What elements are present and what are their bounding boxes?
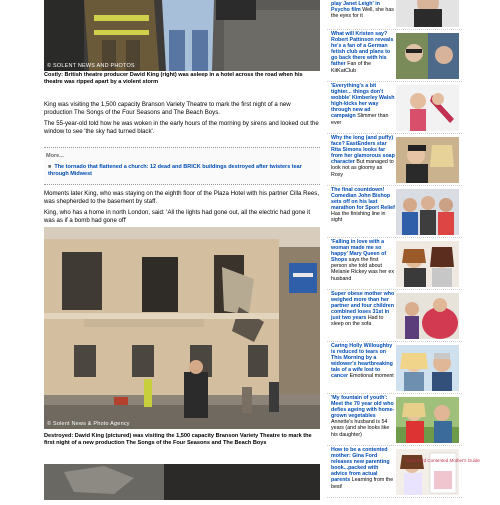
- sidebar-subtext: Well, she has the eyes for it: [331, 7, 394, 20]
- sidebar-headline[interactable]: 'My fountain of youth': Meet the 70 year old who defies ageing with home-grown vegetables: [331, 395, 395, 420]
- firefighters-photo: [44, 0, 320, 71]
- article-paragraph: King was visiting the 1,500 capacity Branson Variety Theatre to mark the first night of a new production The Songs of the Four Seasons and The Beach Boys.: [44, 101, 291, 116]
- book-cover-title: Gina Ford Contented Mother's Guide: [406, 458, 480, 463]
- sidebar-thumbnail[interactable]: [396, 137, 459, 183]
- sidebar-thumbnail[interactable]: [396, 449, 480, 495]
- sidebar-thumbnail[interactable]: [396, 0, 459, 27]
- rubble-photo: [44, 464, 320, 500]
- sidebar-headline[interactable]: Super obese mother who weighed more than her partner and four children combined loses 31st in just two years: [331, 291, 395, 322]
- sidebar-headline[interactable]: What will Kristen say? Robert Pattinson reveals he's a fan of a German fetish club and plans to go back there with his father: [331, 31, 394, 68]
- related-article-link[interactable]: [48, 164, 310, 178]
- sidebar-headline[interactable]: How to be a contented mother: Gina Ford releases new parenting book...packed with advice from actual parents: [331, 447, 390, 484]
- related-articles-box: [44, 147, 320, 185]
- sidebar-item[interactable]: [327, 394, 462, 446]
- sidebar-thumbnail[interactable]: [396, 241, 459, 287]
- sidebar-subtext: Had to sleep on the sofa: [331, 315, 384, 328]
- sidebar-item[interactable]: [327, 186, 462, 238]
- photo-credit: © Solent News & Photo Agency: [47, 421, 130, 427]
- sidebar-subtext: Slimmer than ever: [331, 113, 389, 126]
- sidebar-headline[interactable]: The final countdown! Comedian John Bishop sets off on his last marathon for Sport Relief: [331, 187, 395, 212]
- sidebar-headline[interactable]: Caring Holly Willoughby is reduced to tears on This Morning by a widower's heartbreaking tale of a wife lost to cancer: [331, 343, 393, 380]
- photo-credit: © SOLENT NEWS AND PHOTOS: [47, 63, 135, 69]
- related-link-text: The tornado that flattened a church: 12 dead and BRICK buildings destroyed after twisters tear through Midwest: [48, 164, 302, 177]
- sidebar-item[interactable]: [327, 238, 462, 290]
- sidebar-item[interactable]: [327, 82, 462, 134]
- article-photo-next: [44, 464, 320, 500]
- sidebar-subtext: says the first person she told about Melanie Rickey was her ex husband: [331, 257, 394, 282]
- sidebar-item[interactable]: [327, 342, 462, 394]
- sidebar-subtext: Annette's husband is 54 years (and she looks like his daughter): [331, 419, 390, 438]
- sidebar-subtext: But managed to look not as gloomy as Roxy: [331, 159, 394, 178]
- sidebar-thumbnail[interactable]: [396, 345, 459, 391]
- sidebar-subtext: Has the finishing line in sight: [331, 211, 386, 224]
- article-paragraph: King, who has a home in north London, said: 'All the lights had gone out, all the electric had gone it was as if a bomb had gone off': [44, 209, 311, 224]
- article-photo-main: [44, 227, 320, 429]
- sidebar-thumbnail[interactable]: [396, 397, 459, 443]
- damaged-theatre-photo: [44, 227, 320, 429]
- photo-caption: Costly: British theatre producer David King (right) was asleep in a hotel across the road when his theatre was ripped apart by a violent storm: [44, 72, 303, 85]
- sidebar-headline[interactable]: Why the long (and puffy) face? EastEnders star Rita Simons looks far from her glamorous soap character: [331, 135, 395, 166]
- sidebar-headline[interactable]: play Janet Leigh' in Psycho film: [331, 1, 380, 14]
- sidebar-thumbnail[interactable]: [396, 189, 459, 235]
- sidebar-headline[interactable]: 'Everything's a bit tighter... things don't wobble' Kimberley Walsh high-kicks her way through new ad campaign: [331, 83, 395, 120]
- sidebar-subtext: Emotional moment: [349, 373, 394, 380]
- sidebar-item[interactable]: [327, 446, 480, 498]
- sidebar-subtext: Learning from the best!: [331, 477, 394, 490]
- sidebar-thumbnail[interactable]: [396, 293, 459, 339]
- article-paragraph: Moments later King, who was staying on the eighth floor of the Plaza Hotel with his partner Cilla Rees, was shepherded to the basement by staff.: [44, 190, 320, 205]
- sidebar-item[interactable]: [327, 134, 462, 186]
- sidebar-item[interactable]: [327, 30, 462, 82]
- bullet-icon: ■: [48, 164, 52, 170]
- sidebar-item[interactable]: [327, 0, 462, 30]
- sidebar-item[interactable]: [327, 290, 462, 342]
- article-paragraph: The 55-year-old told how he was woken in the early hours of the morning by sirens and looked out the window to see 'the sky had turned black'.: [44, 120, 319, 135]
- article-photo-top: [44, 0, 320, 71]
- sidebar-thumbnail[interactable]: [396, 33, 459, 79]
- sidebar-thumbnail[interactable]: [396, 85, 459, 131]
- photo-caption: Destroyed: David King (pictured) was visiting the 1,500 capacity Branson Variety Theatre to mark the first night of a new production The Songs of the Four Seasons and The Beach Boys: [44, 433, 312, 446]
- sidebar-headline[interactable]: 'Falling in love with a woman made me so happy' Mary Queen of Shops: [331, 239, 387, 264]
- related-title: More...: [46, 153, 64, 159]
- sidebar-femail: [327, 0, 480, 500]
- sidebar-subtext: Fan of the KitKatClub: [331, 61, 372, 74]
